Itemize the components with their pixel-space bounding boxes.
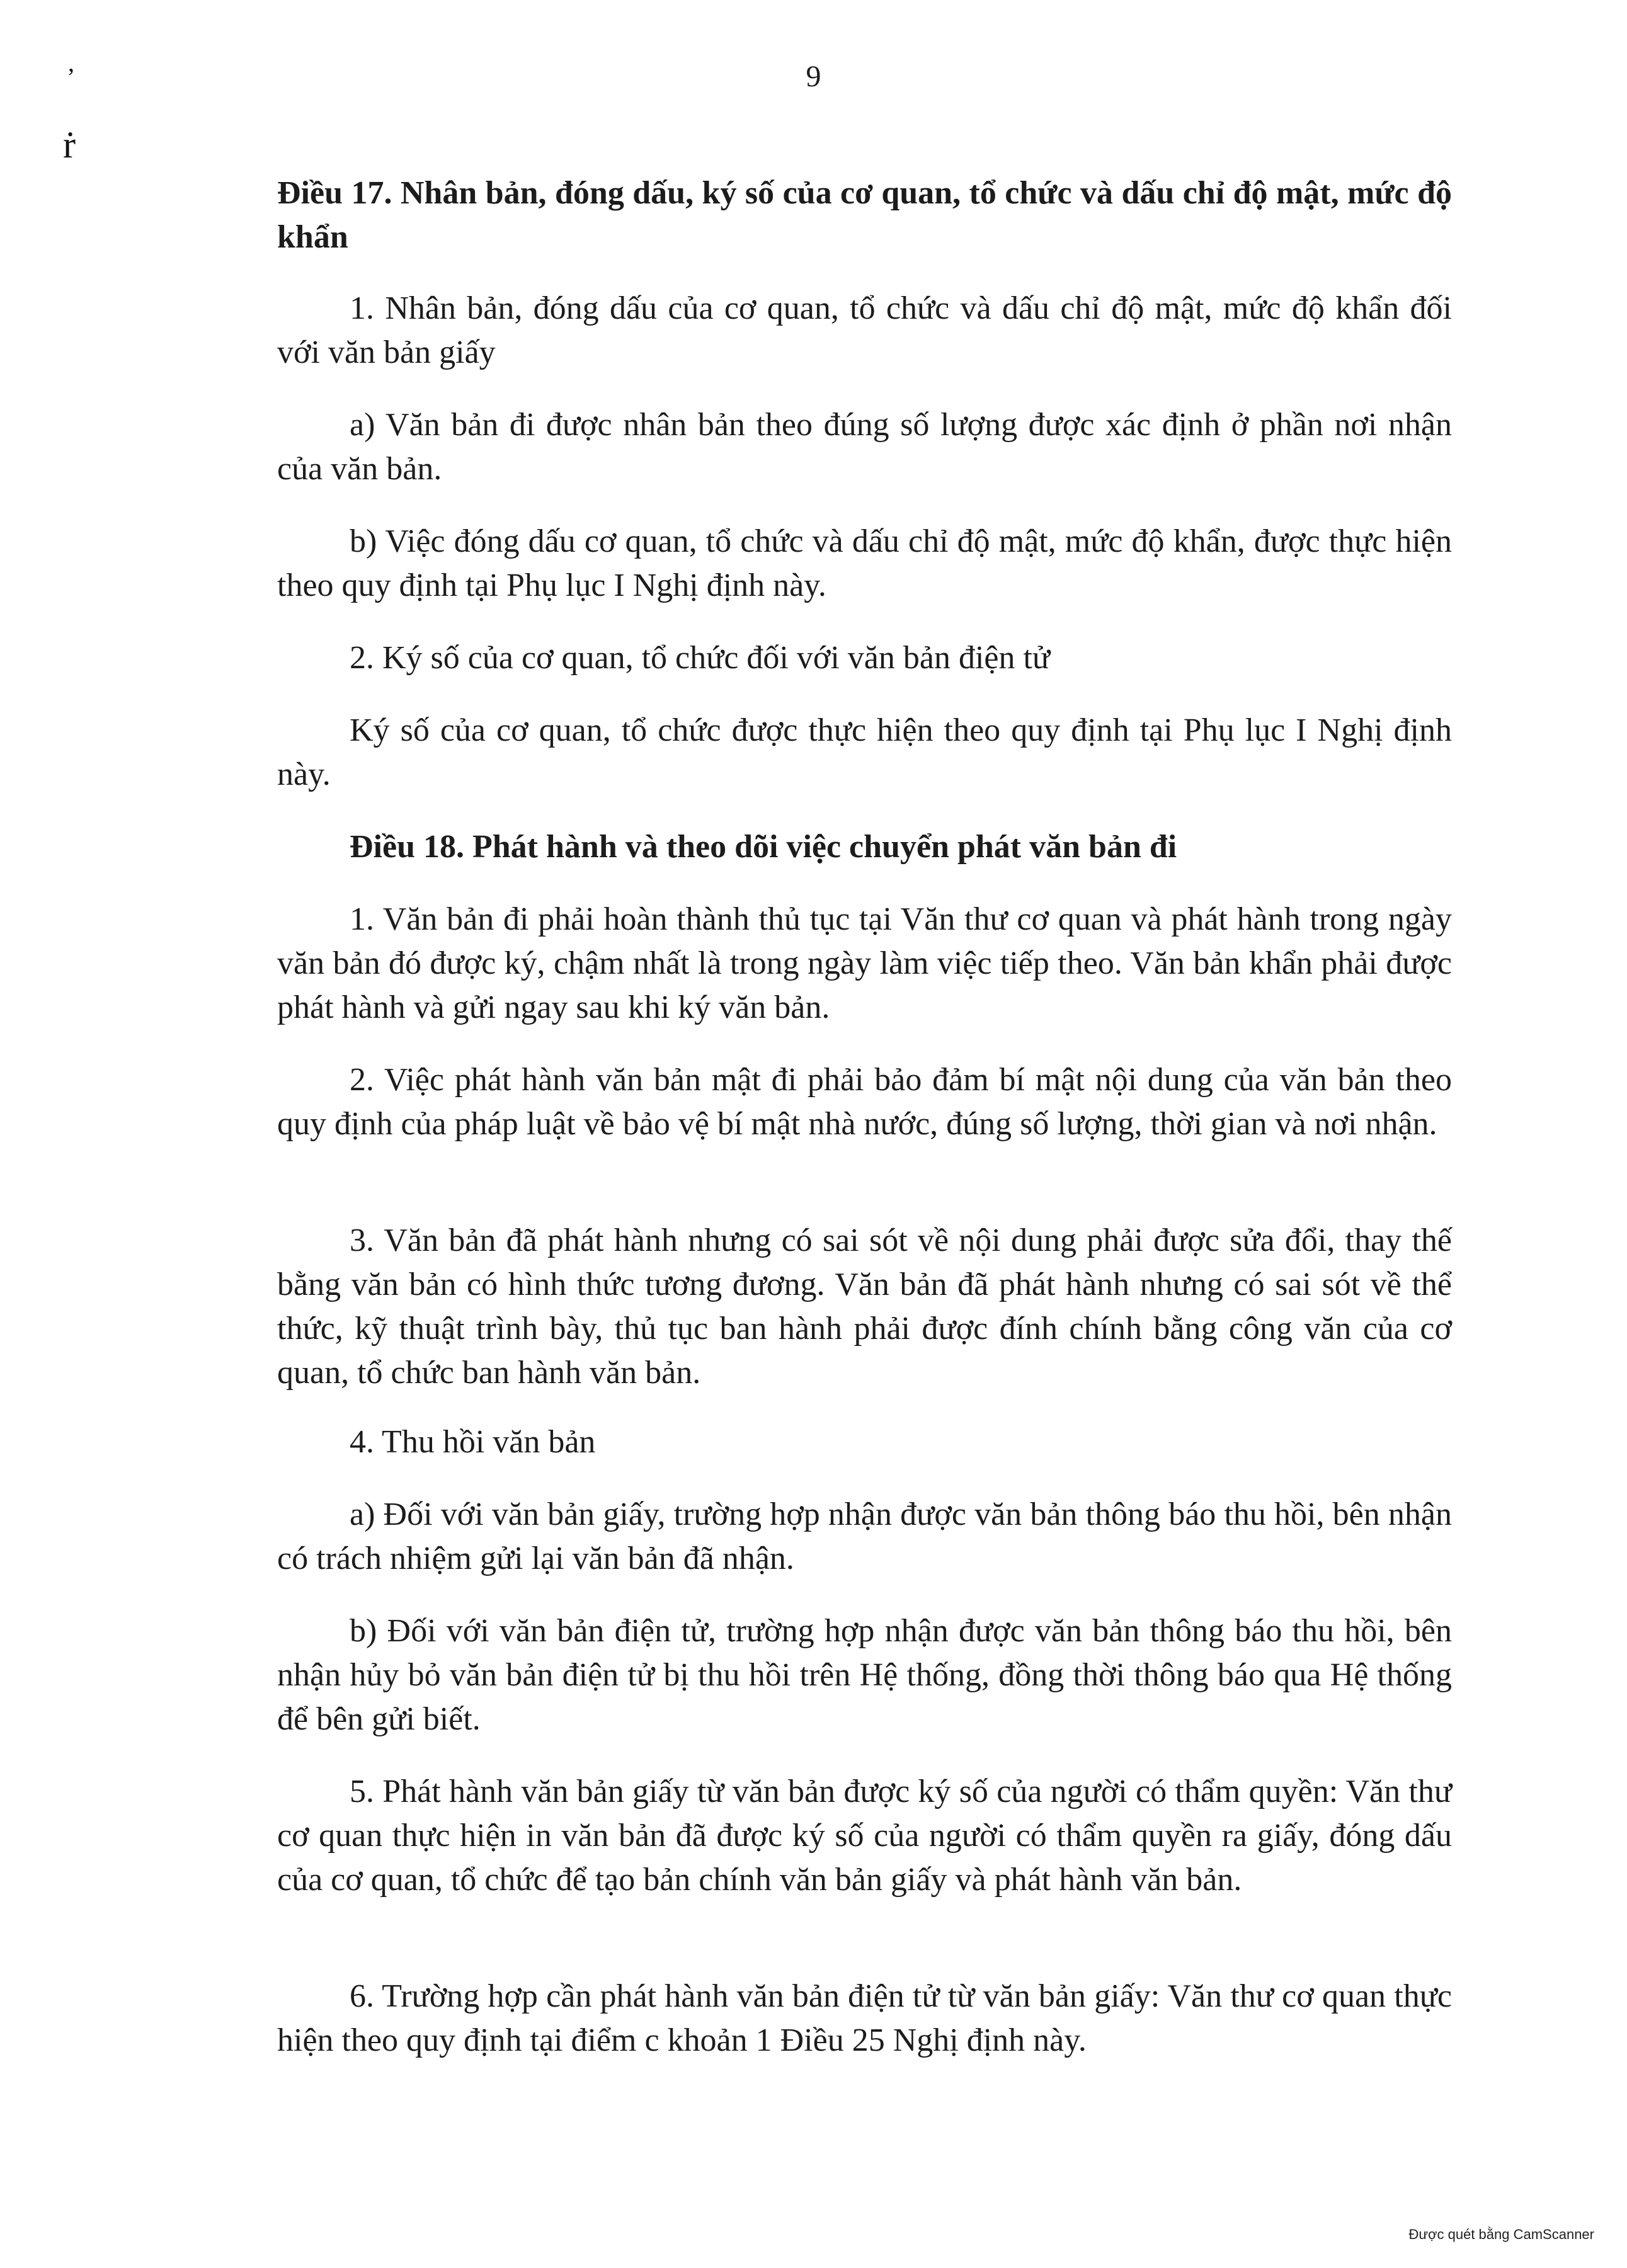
- scan-artifact-mark: ṙ: [63, 124, 76, 166]
- article-17-title: Điều 17. Nhân bản, đóng dấu, ký số của cơ quan, tổ chức và dấu chỉ độ mật, mức độ khẩn: [277, 175, 1452, 255]
- article-18-clause-1: 1. Văn bản đi phải hoàn thành thủ tục tại Văn thư cơ quan và phát hành trong ngày văn bản đó được ký, chậm nhất là trong ngày làm việc tiếp theo. Văn bản khẩn phải được phát hành và gửi ngay sau khi ký văn bản.: [277, 901, 1452, 1025]
- article-18-clause-4: 4. Thu hồi văn bản: [350, 1424, 596, 1460]
- page-number: 9: [806, 60, 821, 93]
- article-18-clause-6: 6. Trường hợp cần phát hành văn bản điện tử từ văn bản giấy: Văn thư cơ quan thực hiện theo quy định tại điểm c khoản 1 Điều 25 Nghị định này.: [277, 1978, 1452, 2058]
- article-18-clause-4a: a) Đối với văn bản giấy, trường hợp nhận được văn bản thông báo thu hồi, bên nhận có trách nhiệm gửi lại văn bản đã nhận.: [277, 1496, 1452, 1576]
- article-17-clause-2: 2. Ký số của cơ quan, tổ chức đối với văn bản điện tử: [350, 640, 1051, 676]
- article-18-title: Điều 18. Phát hành và theo dõi việc chuyển phát văn bản đi: [350, 829, 1177, 865]
- article-17-clause-1b: b) Việc đóng dấu cơ quan, tổ chức và dấu chỉ độ mật, mức độ khẩn, được thực hiện theo quy định tại Phụ lục I Nghị định này.: [277, 523, 1452, 603]
- article-17-clause-1a: a) Văn bản đi được nhân bản theo đúng số lượng được xác định ở phần nơi nhận của văn bản.: [277, 407, 1452, 487]
- article-18-clause-4b: b) Đối với văn bản điện tử, trường hợp nhận được văn bản thông báo thu hồi, bên nhận hủy bỏ văn bản điện tử bị thu hồi trên Hệ thống, đồng thời thông báo qua Hệ thống để bên gửi biết.: [277, 1613, 1452, 1737]
- scan-artifact-mark: ,: [68, 48, 74, 77]
- scanner-watermark: Được quét bằng CamScanner: [1408, 2226, 1594, 2242]
- article-17-clause-1: 1. Nhân bản, đóng dấu của cơ quan, tổ chức và dấu chỉ độ mật, mức độ khẩn đối với văn bản giấy: [277, 290, 1452, 370]
- article-18-clause-3: 3. Văn bản đã phát hành nhưng có sai sót về nội dung phải được sửa đổi, thay thế bằng văn bản có hình thức tương đương. Văn bản đã phát hành nhưng có sai sót về thể thức, kỹ thuật trình bày, thủ tục ban hành phải được đính chính bằng công văn của cơ quan, tổ chức ban hành văn bản.: [277, 1222, 1452, 1391]
- article-17-clause-2-text: Ký số của cơ quan, tổ chức được thực hiện theo quy định tại Phụ lục I Nghị định này.: [277, 712, 1452, 792]
- article-18-clause-2: 2. Việc phát hành văn bản mật đi phải bảo đảm bí mật nội dung của văn bản theo quy định của pháp luật về bảo vệ bí mật nhà nước, đúng số lượng, thời gian và nơi nhận.: [277, 1062, 1452, 1142]
- article-18-clause-5: 5. Phát hành văn bản giấy từ văn bản được ký số của người có thẩm quyền: Văn thư cơ quan thực hiện in văn bản đã được ký số của người có thẩm quyền ra giấy, đóng dấu của cơ quan, tổ chức để tạo bản chính văn bản giấy và phát hành văn bản.: [277, 1774, 1452, 1898]
